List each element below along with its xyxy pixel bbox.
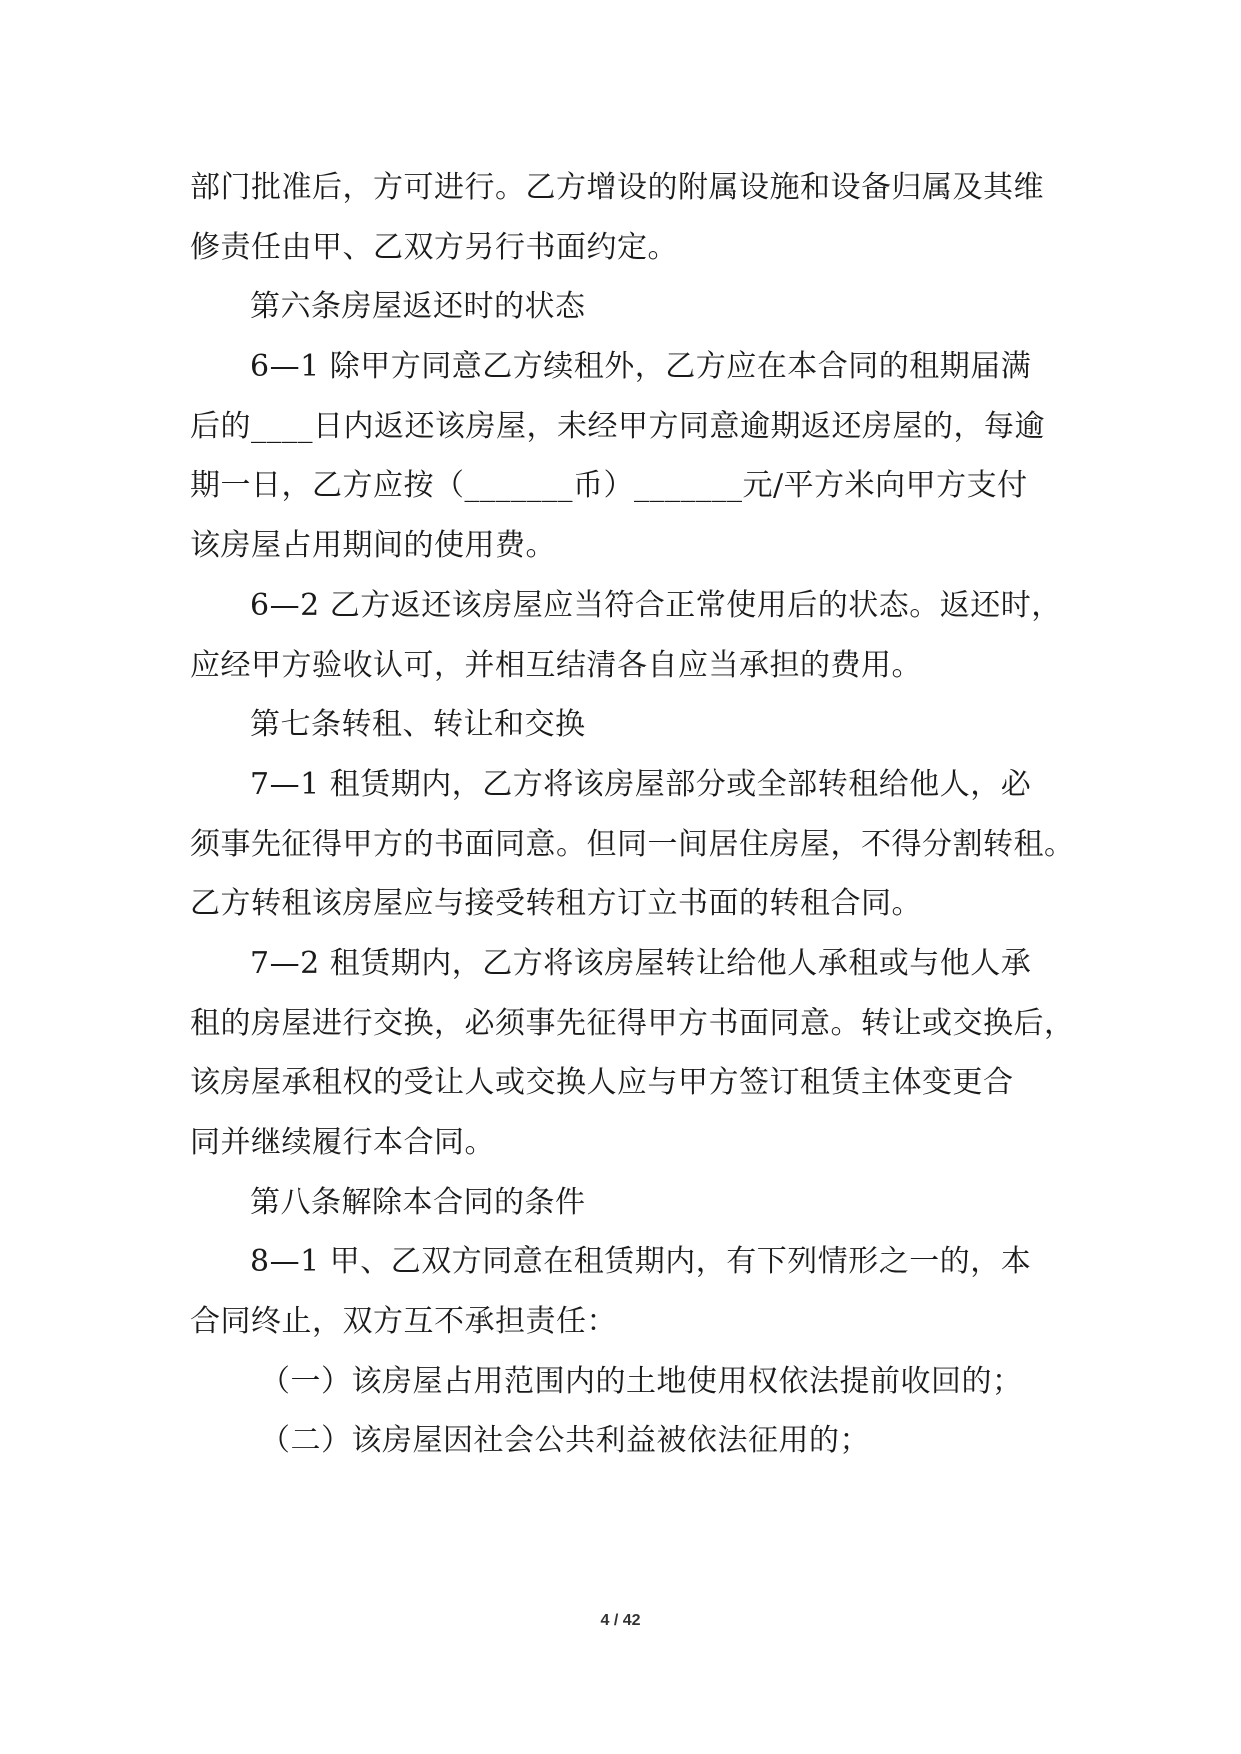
text-line: 8—1 甲、乙双方同意在租赁期内，有下列情形之一的，本 (250, 1244, 1032, 1280)
text-line: 后的____日内返还该房屋，未经甲方同意逾期返还房屋的，每逾 (190, 408, 1045, 444)
text-line: 租的房屋进行交换，必须事先征得甲方书面同意。转让或交换后， (190, 1005, 1075, 1041)
list-item: （二）该房屋因社会公共利益被依法征用的； (260, 1423, 870, 1459)
page-number: 4 / 42 (600, 1612, 641, 1629)
text-line: 该房屋承租权的受让人或交换人应与甲方签订租赁主体变更合 (190, 1065, 1014, 1101)
text-line: 合同终止，双方互不承担责任： (190, 1304, 617, 1340)
text-line: 6—2 乙方返还该房屋应当符合正常使用后的状态。返还时， (250, 587, 1062, 623)
text-line: 乙方转租该房屋应与接受转租方订立书面的转租合同。 (190, 886, 922, 922)
contract-body (190, 158, 1075, 1471)
article-heading: 第八条解除本合同的条件 (250, 1184, 586, 1220)
text-line: 7—2 租赁期内，乙方将该房屋转让给他人承租或与他人承 (250, 945, 1032, 981)
text-line: 期一日，乙方应按（_______币）_______元/平方米向甲方支付 (190, 468, 1028, 504)
text-line: 该房屋占用期间的使用费。 (190, 528, 556, 564)
text-line: 同并继续履行本合同。 (190, 1125, 495, 1160)
text-line: 修责任由甲、乙双方另行书面约定。 (190, 229, 678, 265)
text-line: 须事先征得甲方的书面同意。但同一间居住房屋，不得分割转租。 (190, 826, 1075, 862)
list-item: （一）该房屋占用范围内的土地使用权依法提前收回的； (260, 1363, 1023, 1399)
text-line: 6—1 除甲方同意乙方续租外，乙方应在本合同的租期届满 (250, 349, 1032, 385)
text-line: 部门批准后，方可进行。乙方增设的附属设施和设备归属及其维 (190, 170, 1044, 205)
article-heading: 第七条转租、转让和交换 (250, 707, 586, 743)
text-line: 应经甲方验收认可，并相互结清各自应当承担的费用。 (190, 647, 922, 683)
article-heading: 第六条房屋返还时的状态 (250, 289, 586, 325)
text-line: 7—1 租赁期内，乙方将该房屋部分或全部转租给他人，必 (250, 766, 1032, 802)
